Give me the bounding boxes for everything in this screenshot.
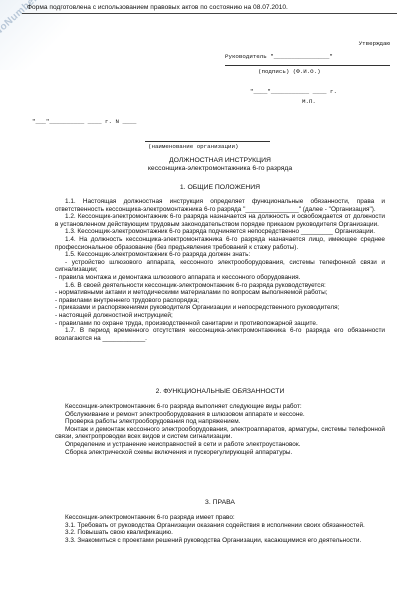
section-1-heading: 1. ОБЩИЕ ПОЛОЖЕНИЯ <box>179 184 261 191</box>
duty-1: Обслуживание и ремонт электрооборудования в шлюзовом аппарате и кессоне. <box>65 410 305 418</box>
duty-3: Монтаж и демонтаж кессонного электрооборудования, электроаппаратов, арматуры, системы телефонной связи, электропроводки всех видов и систем сигнализации. <box>55 425 385 441</box>
organization-caption: (наименование организации) <box>148 143 239 150</box>
approval-signature-caption: (подпись) (Ф.И.О.) <box>258 68 321 75</box>
paragraph-1-6b: - правилами внутреннего трудового распорядка; <box>55 296 200 304</box>
paragraph-1-1: 1.1. Настоящая должностная инструкция определяет функциональные обязанности, права и ответственность кессонщика-электромонтажника 6-го разряда "_______________" (далее - "Организация"). <box>55 198 385 213</box>
paragraph-1-6c: - приказами и распоряжениями руководителя Организации и непосредственного руководителя; <box>55 304 340 312</box>
paragraph-3-1: 3.1. Требовать от руководства Организации оказания содействия в исполнении своих обязанностей. <box>65 521 365 529</box>
section-2-heading: 2. ФУНКЦИОНАЛЬНЫЕ ОБЯЗАННОСТИ <box>155 388 285 395</box>
document-title: ДОЛЖНОСТНАЯ ИНСТРУКЦИЯ <box>169 157 271 164</box>
paragraph-3-2: 3.2. Повышать свою квалификацию. <box>65 529 173 537</box>
section-1-body <box>55 198 385 342</box>
paragraph-1-3: 1.3. Кессонщик-электромонтажник 6-го разряда подчиняется непосредственно _________ Организации. <box>65 228 376 236</box>
organization-line <box>145 141 270 142</box>
paragraph-1-5a: - устройство шлюзового аппарата, кессонного электрооборудования, системы телефонной связи и сигнализации; <box>55 258 385 274</box>
paragraph-1-5: 1.5. Кессонщик-электромонтажник 6-го разряда должен знать: <box>65 251 251 259</box>
duty-2: Проверка работы электрооборудования под напряжением. <box>65 418 241 426</box>
paragraph-3-3: 3.3. Знакомиться с проектами решений руководства Организации, касающимися его деятельности. <box>65 536 362 544</box>
duty-4: Определение и устранение неисправностей в сети и работе электроустановок. <box>65 440 301 448</box>
paragraph-1-6e: - правилами по охране труда, производственной санитарии и противопожарной защите. <box>55 319 318 327</box>
paragraph-1-5b: - правила монтажа и демонтажа шлюзового аппарата и кессонного оборудования. <box>55 273 301 281</box>
document-number: "___"__________ ____ г. N ____ <box>32 118 137 125</box>
form-notice: Форма подготовлена с использованием правовых актов по состоянию на 08.07.2010. <box>22 2 397 14</box>
paragraph-1-6d: - настоящей должностной инструкцией; <box>55 311 173 319</box>
approval-stamp: М.П. <box>302 98 316 105</box>
paragraph-1-2: 1.2. Кессонщик-электромонтажник 6-го разряда назначается на должность и освобождается от должности в установленном действующим трудовым законодательством порядке приказом руководителя Организации. <box>55 213 385 228</box>
approval-line-1 <box>225 65 390 66</box>
duty-5: Сборка электрической схемы включения и пускорегулирующей аппаратуры. <box>65 448 293 456</box>
paragraph-1-7: 1.7. В период временного отсутствия кессонщика-электромонтажника 6-го разряда его обязанности возлагаются на ____________. <box>55 327 385 342</box>
section-2-body <box>55 403 385 456</box>
approval-label: Утверждаю <box>358 40 390 47</box>
duties-intro: Кессонщик-электромонтажник 6-го разряда выполняет следующие виды работ: <box>65 403 302 410</box>
paragraph-1-6: 1.6. В своей деятельности кессонщик-электромонтажник 6-го разряда руководствуется: <box>65 281 326 289</box>
approval-date: "____"___________ ____ г. <box>250 88 337 95</box>
rights-intro: Кессонщик-электромонтажник 6-го разряда имеет право: <box>65 514 235 521</box>
document-subtitle: кессонщика-электромонтажника 6-го разряда <box>147 165 293 172</box>
paragraph-1-6a: - нормативными актами и методическими материалами по вопросам выполняемой работы; <box>55 289 328 297</box>
section-3-body <box>55 514 385 544</box>
section-3-heading: 3. ПРАВА <box>205 499 235 506</box>
paragraph-1-4: 1.4. На должность кессонщика-электромонтажника 6-го разряда назначается лицо, имеющее среднее профессиональное образование (без предъявления требований к стажу работы). <box>55 235 385 251</box>
approval-manager: Руководитель "________________" <box>225 53 333 60</box>
